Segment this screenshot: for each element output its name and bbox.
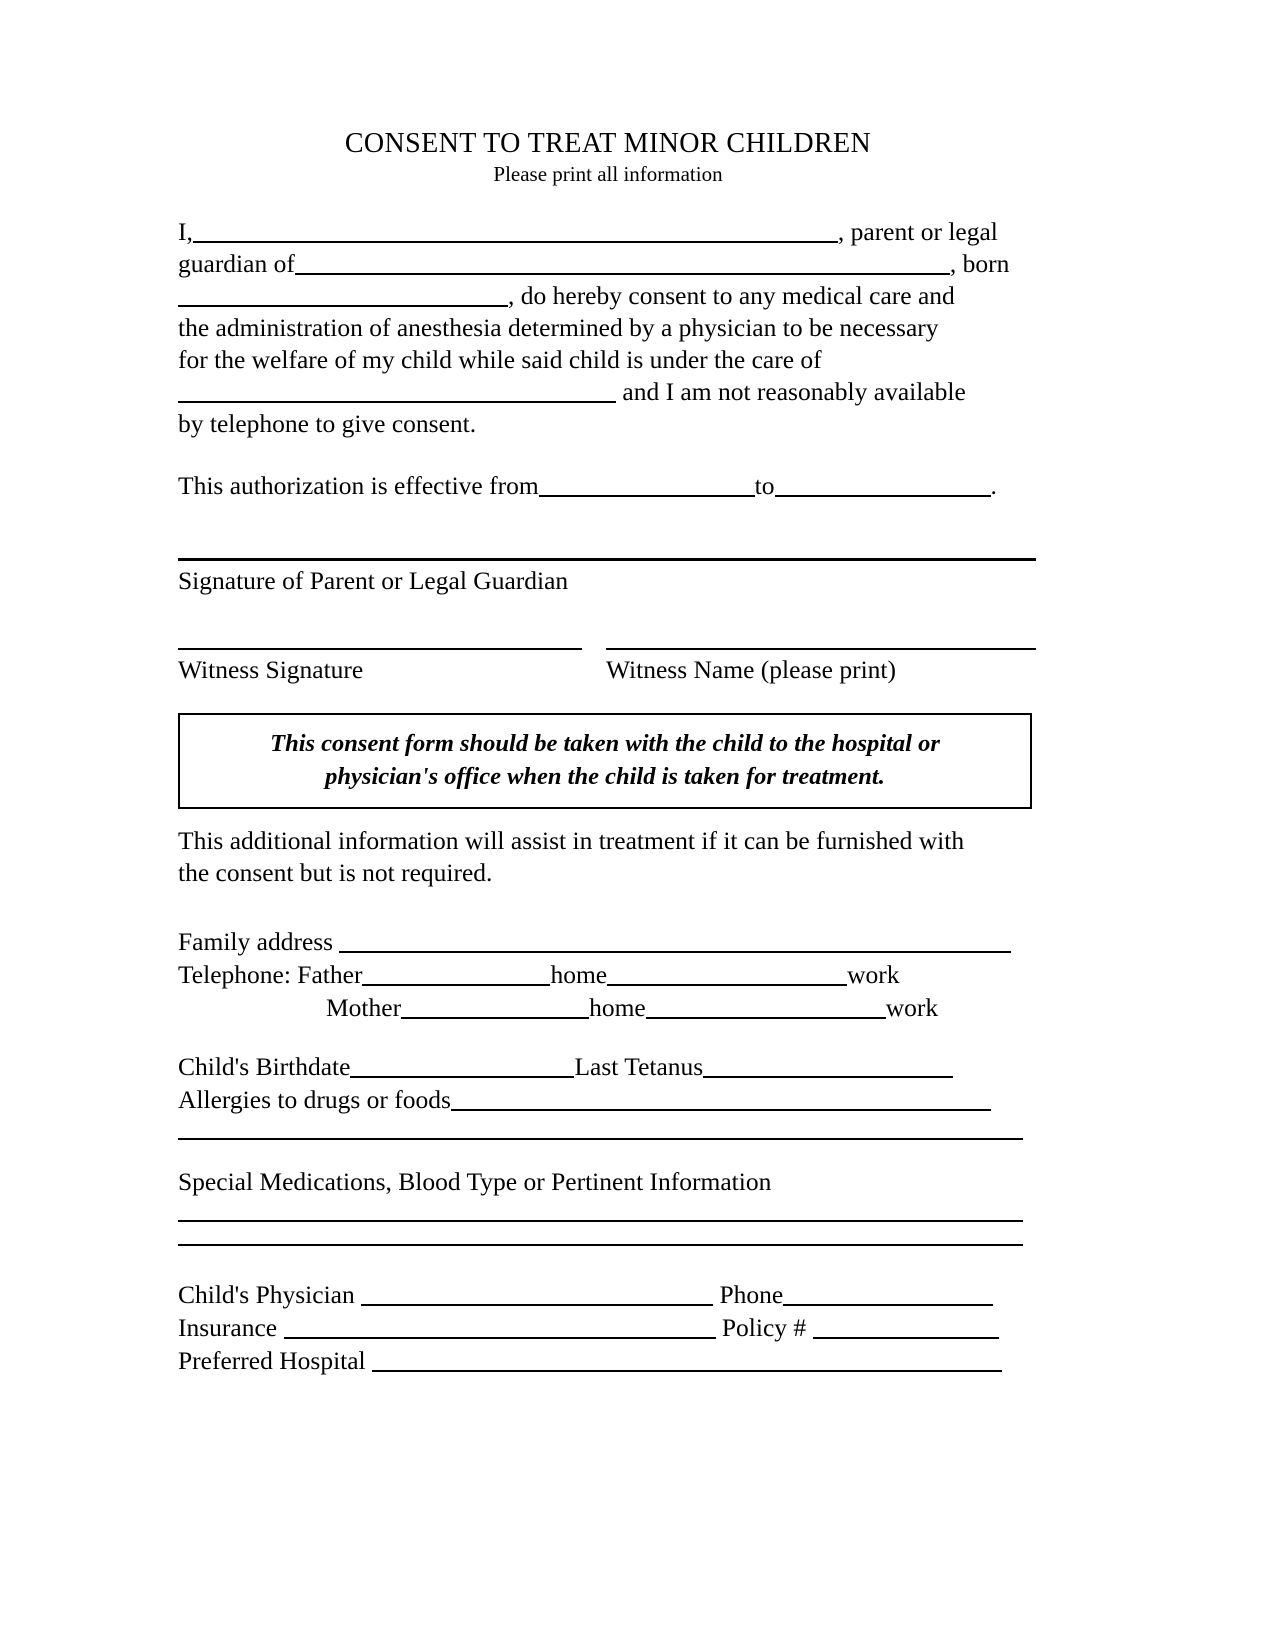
effective-from-blank[interactable] xyxy=(539,473,755,497)
additional-info-note-line-2: the consent but is not required. xyxy=(178,858,493,888)
consent-line-3-suffix: , do hereby consent to any medical care and xyxy=(508,281,955,311)
policy-label: Policy # xyxy=(721,1313,807,1343)
preferred-hospital-row xyxy=(178,1344,1038,1377)
witness-name-label: Witness Name (please print) xyxy=(606,655,897,685)
consent-line-1-prefix: I, xyxy=(178,217,193,247)
father-work-blank[interactable] xyxy=(607,962,847,986)
additional-info-fields xyxy=(178,925,1038,1377)
caregiver-blank[interactable] xyxy=(178,379,616,403)
consent-line-4: the administration of anesthesia determined by a physician to be necessary xyxy=(178,313,939,343)
father-label: Father xyxy=(297,960,363,990)
last-tetanus-blank[interactable] xyxy=(703,1054,953,1078)
mother-home-label: home xyxy=(589,993,646,1023)
father-phone-row xyxy=(178,958,1038,991)
family-address-label: Family address xyxy=(178,927,334,957)
mother-work-blank[interactable] xyxy=(646,995,886,1019)
father-home-label: home xyxy=(550,960,608,990)
family-address-blank[interactable] xyxy=(339,929,1011,953)
father-work-label: work xyxy=(847,960,900,990)
allergies-blank[interactable] xyxy=(451,1087,991,1111)
birthdate-tetanus-row xyxy=(178,1050,1038,1083)
consent-line-1-suffix: , parent or legal xyxy=(837,217,998,247)
consent-paragraph xyxy=(178,216,1038,440)
document-content xyxy=(178,128,1038,1377)
witness-signature-lines xyxy=(178,648,1036,650)
mother-label: Mother xyxy=(326,993,402,1023)
notice-line-1: This consent form should be taken with the child to the hospital or xyxy=(270,730,940,758)
consent-line-2 xyxy=(178,248,1038,280)
consent-line-2-prefix: guardian of xyxy=(178,249,295,279)
witness-line-gap xyxy=(582,648,606,650)
preferred-hospital-blank[interactable] xyxy=(372,1348,1002,1372)
effective-prefix: This authorization is effective from xyxy=(178,471,539,501)
child-birthdate-blank[interactable] xyxy=(350,1054,574,1078)
special-medications-line-1[interactable] xyxy=(178,1220,1023,1222)
effective-mid: to xyxy=(754,471,775,501)
mother-work-label: work xyxy=(885,993,939,1023)
policy-blank[interactable] xyxy=(813,1315,999,1339)
fields-gap-1 xyxy=(178,1024,1038,1050)
page-subtitle: Please print all information xyxy=(493,162,723,187)
witness-signature-label: Witness Signature xyxy=(178,655,364,685)
witness-name-line[interactable] xyxy=(606,648,1036,650)
consent-line-3 xyxy=(178,280,1038,312)
physician-phone-blank[interactable] xyxy=(783,1282,993,1306)
physician-phone-row xyxy=(178,1278,1038,1311)
page-title: CONSENT TO TREAT MINOR CHILDREN xyxy=(344,128,872,159)
witness-labels-row xyxy=(178,655,1036,685)
child-name-blank[interactable] xyxy=(295,251,950,275)
witness-signature-line[interactable] xyxy=(178,648,582,650)
allergies-label: Allergies to drugs or foods xyxy=(178,1085,451,1115)
effective-dates-row xyxy=(178,470,1038,502)
insurance-blank[interactable] xyxy=(284,1315,716,1339)
consent-line-6-suffix: and I am not reasonably available xyxy=(616,377,966,407)
allergies-continuation-line[interactable] xyxy=(178,1138,1023,1140)
physician-label: Child's Physician xyxy=(178,1280,355,1310)
family-address-row xyxy=(178,925,1038,958)
physician-blank[interactable] xyxy=(361,1282,713,1306)
notice-line-2: physician's office when the child is taken for treatment. xyxy=(325,763,885,791)
telephone-label: Telephone: xyxy=(178,960,291,990)
insurance-label: Insurance xyxy=(178,1313,278,1343)
consent-line-6 xyxy=(178,376,1038,408)
consent-line-5: for the welfare of my child while said child is under the care of xyxy=(178,345,822,375)
consent-line-7: by telephone to give consent. xyxy=(178,409,477,439)
birthdate-blank[interactable] xyxy=(178,283,508,307)
consent-line-2-suffix: , born xyxy=(949,249,1010,279)
additional-info-note xyxy=(178,825,1038,889)
special-medications-label: Special Medications, Blood Type or Pertinent Information xyxy=(178,1167,772,1197)
father-home-blank[interactable] xyxy=(362,962,550,986)
parent-name-blank[interactable] xyxy=(193,219,838,243)
parent-signature-label: Signature of Parent or Legal Guardian xyxy=(178,566,569,596)
allergies-row xyxy=(178,1083,1038,1116)
preferred-hospital-label: Preferred Hospital xyxy=(178,1346,366,1376)
mother-home-blank[interactable] xyxy=(401,995,589,1019)
notice-box xyxy=(178,713,1032,809)
mother-phone-row xyxy=(178,991,1038,1024)
effective-to-blank[interactable] xyxy=(775,473,991,497)
additional-info-note-line-1: This additional information will assist in treatment if it can be furnished with xyxy=(178,826,965,856)
last-tetanus-label: Last Tetanus xyxy=(574,1052,704,1082)
parent-signature-line[interactable] xyxy=(178,558,1036,561)
fields-gap-2 xyxy=(178,1246,1038,1278)
phone-label: Phone xyxy=(719,1280,784,1310)
effective-suffix: . xyxy=(990,471,997,501)
birthdate-label: Child's Birthdate xyxy=(178,1052,351,1082)
consent-line-1 xyxy=(178,216,1038,248)
insurance-policy-row xyxy=(178,1311,1038,1344)
